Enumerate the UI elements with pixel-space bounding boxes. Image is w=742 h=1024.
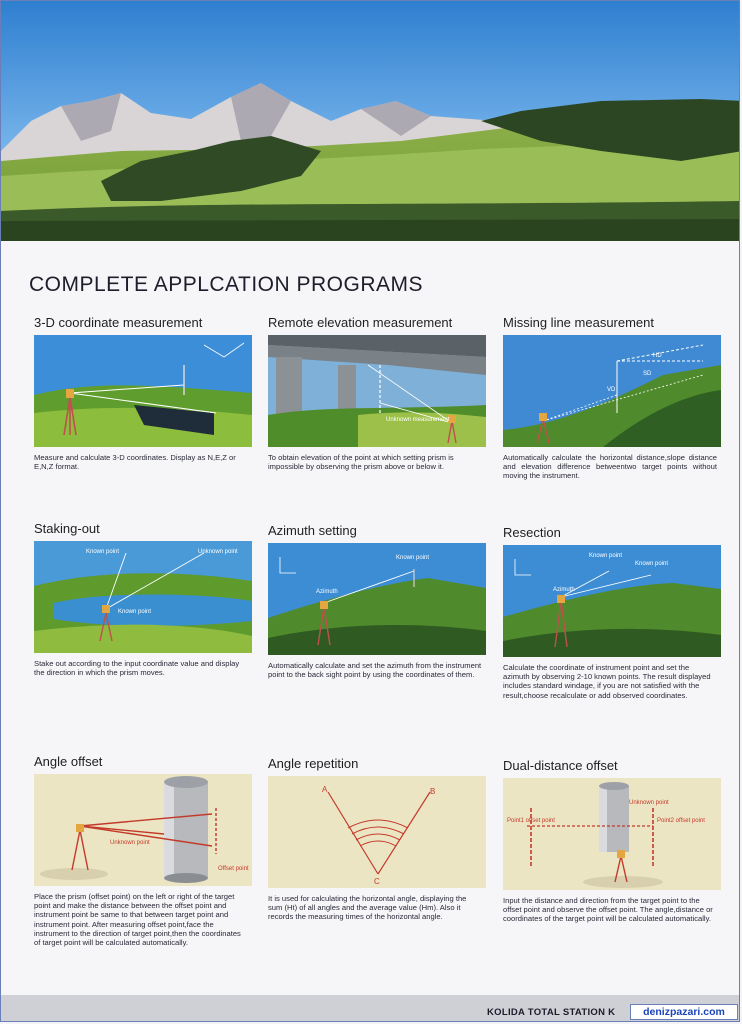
- program-title: Azimuth setting: [268, 523, 357, 538]
- illustration-dual-distance-offset: [503, 778, 721, 890]
- program-remote-elevation: [268, 315, 490, 472]
- svg-text:Point1 offset point: Point1 offset point: [507, 818, 555, 824]
- svg-text:Unknown measurement: Unknown measurement: [386, 417, 450, 423]
- svg-text:Unknown point: Unknown point: [110, 840, 150, 846]
- program-dual-distance-offset: [503, 758, 725, 924]
- program-azimuth-setting: [268, 523, 490, 680]
- program-description: Place the prism (offset point) on the left or right of the target point and make the distance between the offset point and instrument point be same to that between target point and instrument point. After measuring offset point,face the instrument to the direction of target point,then the coordinates of target point will be calculated automatically.: [34, 892, 241, 948]
- illustration-3d-coordinate: [34, 335, 252, 447]
- program-description: Calculate the coordinate of instrument point and set the azimuth by observing 2-10 known points. The result displayed includes standard windage, if you are not satisfied with the result,choose recalculate or add observed coordinates.: [503, 663, 711, 700]
- program-title: Staking-out: [34, 521, 100, 536]
- program-resection: [503, 525, 725, 700]
- page-title: COMPLETE APPLCATION PROGRAMS: [29, 273, 424, 297]
- program-angle-offset: [34, 754, 256, 948]
- svg-text:Known point: Known point: [589, 553, 623, 559]
- svg-text:Point2 offset point: Point2 offset point: [657, 818, 705, 824]
- program-description: It is used for calculating the horizontal angle, displaying the sum (Ht) of all angles and the average value (Hm). Also it records the measuring times of the horizontal angle.: [268, 894, 467, 922]
- program-missing-line: [503, 315, 725, 481]
- program-title: Angle repetition: [268, 756, 359, 771]
- illustration-angle-offset: [34, 774, 252, 886]
- hero-landscape-image: [1, 1, 740, 241]
- program-title: Dual-distance offset: [503, 758, 618, 773]
- illustration-azimuth-setting: [268, 543, 486, 655]
- footer-brand: KOLIDA TOTAL STATION K: [487, 1007, 616, 1018]
- svg-text:Azimuth: Azimuth: [316, 589, 338, 595]
- svg-text:Known point: Known point: [86, 549, 120, 555]
- program-description: Automatically calculate the horizontal distance,slope distance and elevation difference betweentwo target points without moving the instrument.: [503, 453, 717, 481]
- program-description: Measure and calculate 3-D coordinates. Display as N,E,Z or E,N,Z format.: [34, 453, 236, 472]
- program-description: To obtain elevation of the point at which setting prism is impossible by observing the prism above or below it.: [268, 453, 454, 472]
- program-title: 3-D coordinate measurement: [34, 315, 203, 330]
- program-description: Automatically calculate and set the azimuth from the instrument point to the back sight point by using the coordinates of them.: [268, 661, 482, 680]
- illustration-missing-line: [503, 335, 721, 447]
- program-title: Angle offset: [34, 754, 103, 769]
- program-description: Stake out according to the input coordinate value and display the direction in which the prism moves.: [34, 659, 240, 678]
- svg-text:SD: SD: [643, 371, 652, 377]
- program-description: Input the distance and direction from the target point to the offset point and observe the offset point. The angle,distance or coordinates of the target point will be calculated automatically.: [503, 896, 713, 924]
- svg-text:VD: VD: [607, 387, 616, 393]
- svg-text:Unknown point: Unknown point: [629, 800, 669, 806]
- svg-text:A: A: [322, 785, 328, 794]
- svg-text:Offset point: Offset point: [218, 866, 249, 872]
- svg-text:Known point: Known point: [635, 561, 669, 567]
- program-3d-coordinate: [34, 315, 256, 472]
- illustration-resection: [503, 545, 721, 657]
- illustration-angle-repetition: [268, 776, 486, 888]
- svg-text:C: C: [374, 877, 380, 886]
- svg-text:Known point: Known point: [118, 609, 152, 615]
- svg-text:Azimuth: Azimuth: [553, 587, 575, 593]
- program-angle-repetition: [268, 756, 490, 922]
- svg-text:B: B: [430, 787, 436, 796]
- program-title: Resection: [503, 525, 561, 540]
- svg-text:HD: HD: [653, 353, 662, 359]
- watermark-site: denizpazari.com: [630, 1004, 738, 1020]
- illustration-remote-elevation: [268, 335, 486, 447]
- program-title: Remote elevation measurement: [268, 315, 453, 330]
- illustration-staking-out: [34, 541, 252, 653]
- svg-text:Known point: Known point: [396, 555, 430, 561]
- svg-text:Unknown point: Unknown point: [198, 549, 238, 555]
- program-staking-out: [34, 521, 256, 678]
- program-title: Missing line measurement: [503, 315, 655, 330]
